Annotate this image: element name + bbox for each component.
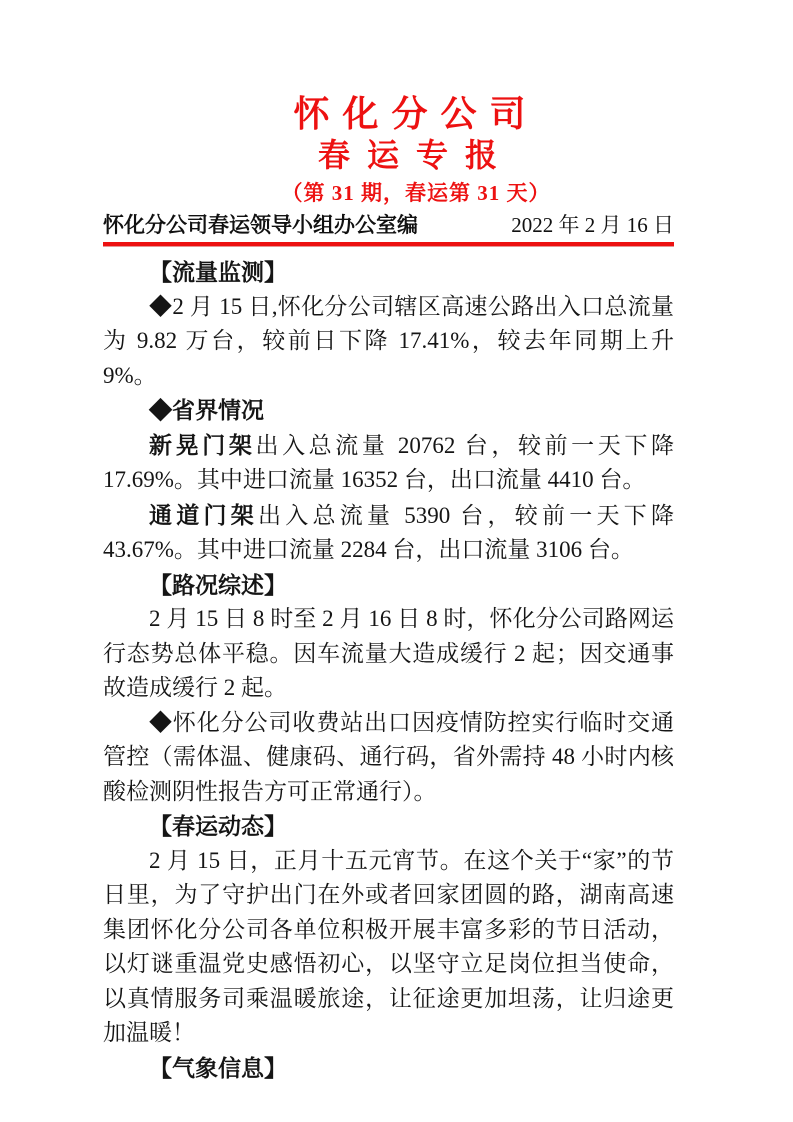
xinhuang-gantry-text: 出入总流量 20762 台，较前一天下降 17.69%。其中进口流量 16352 台，出口流量 4410 台。 (103, 432, 675, 492)
date-label: 2022 年 2 月 16 日 (511, 213, 674, 237)
doc-body (103, 255, 674, 1085)
xinhuang-gantry-label: 新晃门架 (149, 431, 256, 458)
report-title: 春运专报 (317, 137, 514, 173)
editor-label: 怀化分公司春运领导小组办公室编 (103, 213, 418, 237)
section-heading-traffic-monitoring: 【流量监测】 (149, 259, 287, 285)
section-heading-weather-info: 【气象信息】 (149, 1054, 287, 1081)
tongdao-gantry-text: 出入总流量 5390 台，较前一天下降 43.67%。其中进口流量 2284 台，出口流量 3106 台。 (103, 502, 674, 562)
paragraph-road-network: 2 月 15 日 8 时至 2 月 16 日 8 时，怀化分公司路网运行态势总体平稳。因车流量大造成缓行 2 起；因交通事故造成缓行 2 起。 (103, 606, 674, 700)
doc-titles (103, 93, 674, 212)
masthead-row (103, 212, 674, 239)
paragraph-tongdao-gantry (103, 498, 674, 568)
tongdao-gantry-label: 通道门架 (149, 501, 258, 528)
subheading-province-border: ◆省界情况 (149, 397, 264, 423)
section-heading-road-summary: 【路况综述】 (149, 571, 287, 598)
paragraph-xinhuang-gantry (103, 428, 674, 498)
paragraph-total-flow: ◆2 月 15 日,怀化分公司辖区高速公路出入口总流量为 9.82 万台，较前日下降 17.41%，较去年同期上升 9%。 (103, 293, 674, 388)
red-divider (103, 242, 674, 246)
paragraph-covid-control: ◆怀化分公司收费站出口因疫情防控实行临时交通管控（需体温、健康码、通行码，省外需持 48 小时内核酸检测阴性报告方可正常通行）。 (103, 709, 674, 804)
paragraph-lantern-festival: 2 月 15 日，正月十五元宵节。在这个关于“家”的节日里，为了守护出门在外或者回家团圆的路，湖南高速集团怀化分公司各单位积极开展丰富多彩的节日活动，以灯谜重温党史感悟初心，以坚守立足岗位担当使命，以真情服务司乘温暖旅途，让征途更加坦荡，让归途更加温暖！ (103, 847, 674, 1045)
section-heading-chunyun-news: 【春运动态】 (149, 813, 287, 839)
doc-header (103, 93, 674, 246)
issue-line: （第 31 期，春运第 31 天） (281, 181, 551, 205)
company-title: 怀化分公司 (293, 94, 539, 134)
